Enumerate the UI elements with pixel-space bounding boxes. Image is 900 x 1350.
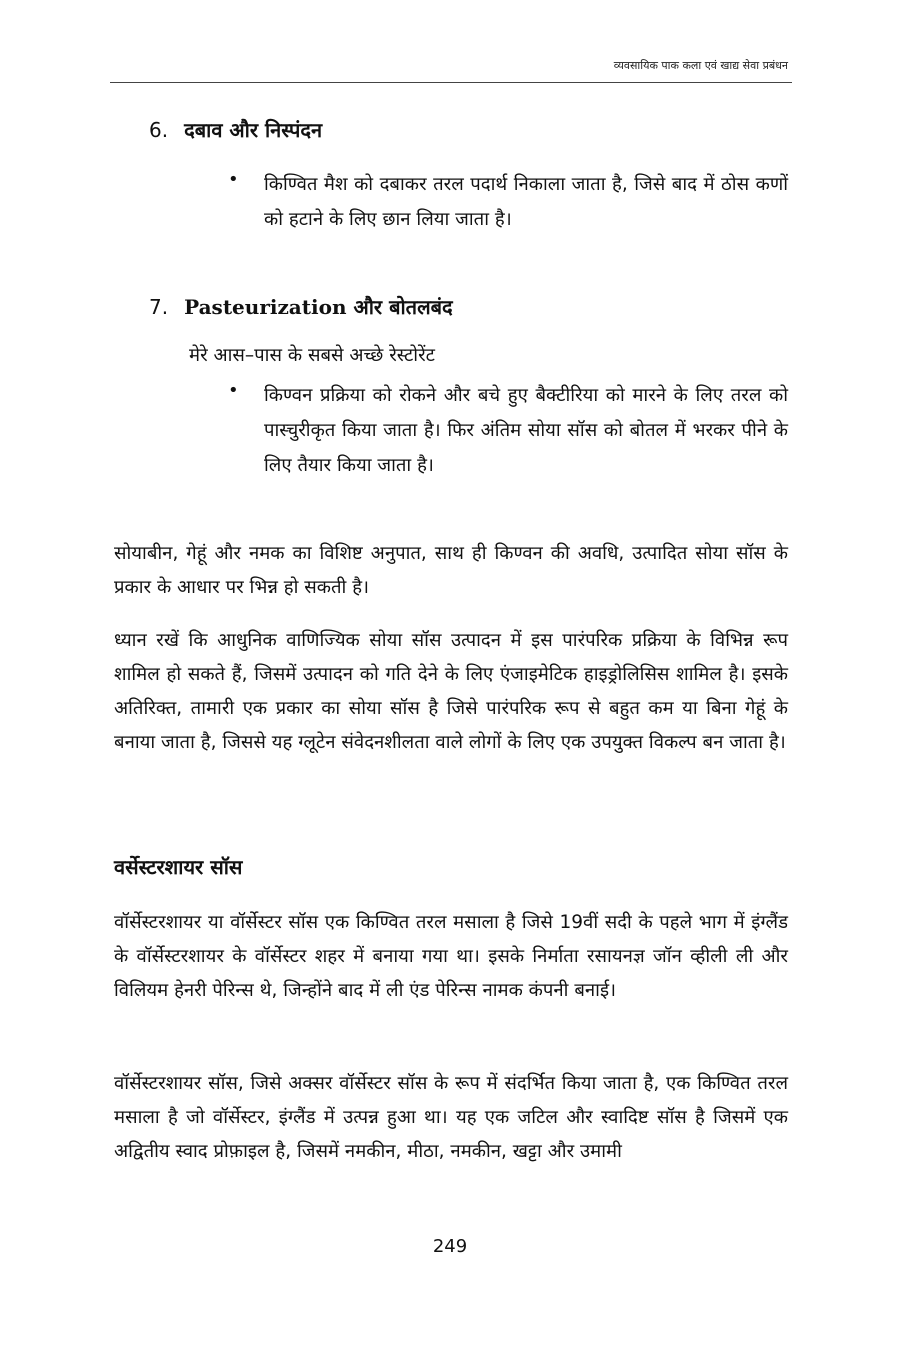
paragraph-soy-ratio: सोयाबीन, गेहूं और नमक का विशिष्ट अनुपात, साथ ही किण्वन की अवधि, उत्पादित सोया सॉस के प्रकार के आधार पर भिन्न हो सकती है। <box>114 543 788 598</box>
paragraph-modern-production: ध्यान रखें कि आधुनिक वाणिज्यिक सोया सॉस उत्पादन में इस पारंपरिक प्रक्रिया के विभिन्न रूप शामिल हो सकते हैं, जिसमें उत्पादन को गति देने के लिए एंजाइमेटिक हाइड्रोलिसिस शामिल है। इसके अतिरिक्त, तामारी एक प्रकार का सोया सॉस है जिसे पारंपरिक रूप से बहुत कम या बिना गेहूं के बनाया जाता है, जिससे यह ग्लूटेन संवेदनशीलता वाले लोगों के लिए एक उपयुक्त विकल्प बन जाता है। <box>114 630 788 753</box>
section-7-title-latin: Pasteurization <box>184 295 347 319</box>
section-7-number: 7. <box>149 295 169 319</box>
section-7-bullet <box>228 378 788 483</box>
section-6-heading <box>149 116 322 143</box>
header-rule <box>110 82 792 83</box>
section-6-bullet-text: किण्वित मैश को दबाकर तरल पदार्थ निकाला जाता है, जिसे बाद में ठोस कणों को हटाने के लिए छान लिया जाता है। <box>264 174 788 230</box>
paragraph-worcestershire-description: वॉर्सेस्टरशायर सॉस, जिसे अक्सर वॉर्सेस्टर सॉस के रूप में संदर्भित किया जाता है, एक किण्वित तरल मसाला है जो वॉर्सेस्टर, इंग्लैंड में उत्पन्न हुआ था। यह एक जटिल और स्वादिष्ट सॉस है जिसमें एक अद्वितीय स्वाद प्रोफ़ाइल है, जिसमें नमकीन, मीठा, नमकीन, खट्टा और उमामी <box>114 1073 788 1162</box>
section-6-bullet <box>228 167 788 237</box>
section-7-heading <box>149 293 453 320</box>
running-header: व्यवसायिक पाक कला एवं खाद्य सेवा प्रबंधन <box>613 59 788 72</box>
section-7-title-rest: और बोतलबंद <box>353 295 453 319</box>
section-6-number: 6. <box>149 118 169 142</box>
paragraph-worcestershire-origin: वॉर्सेस्टरशायर या वॉर्सेस्टर सॉस एक किण्वित तरल मसाला है जिसे 19वीं सदी के पहले भाग में इंग्लैंड के वॉर्सेस्टरशायर के वॉर्सेस्टर शहर में बनाया गया था। इसके निर्माता रसायनज्ञ जॉन व्हीली ली और विलियम हेनरी पेरिन्स थे, जिन्होंने बाद में ली एंड पेरिन्स नामक कंपनी बनाई। <box>114 912 788 1001</box>
bullet-icon: • <box>228 169 239 190</box>
page-number: 249 <box>432 1236 468 1257</box>
section-7-bullet-text: किण्वन प्रक्रिया को रोकने और बचे हुए बैक्टीरिया को मारने के लिए तरल को पास्चुरीकृत किया जाता है। फिर अंतिम सोया सॉस को बोतल में भरकर पीने के लिए तैयार किया जाता है। <box>264 385 788 476</box>
section-6-title: दबाव और निस्पंदन <box>184 118 323 142</box>
section-7-intro: मेरे आस–पास के सबसे अच्छे रेस्टोरेंट <box>189 345 435 366</box>
bullet-icon: • <box>228 380 239 401</box>
worcestershire-heading: वर्सेस्टरशायर सॉस <box>114 855 243 879</box>
